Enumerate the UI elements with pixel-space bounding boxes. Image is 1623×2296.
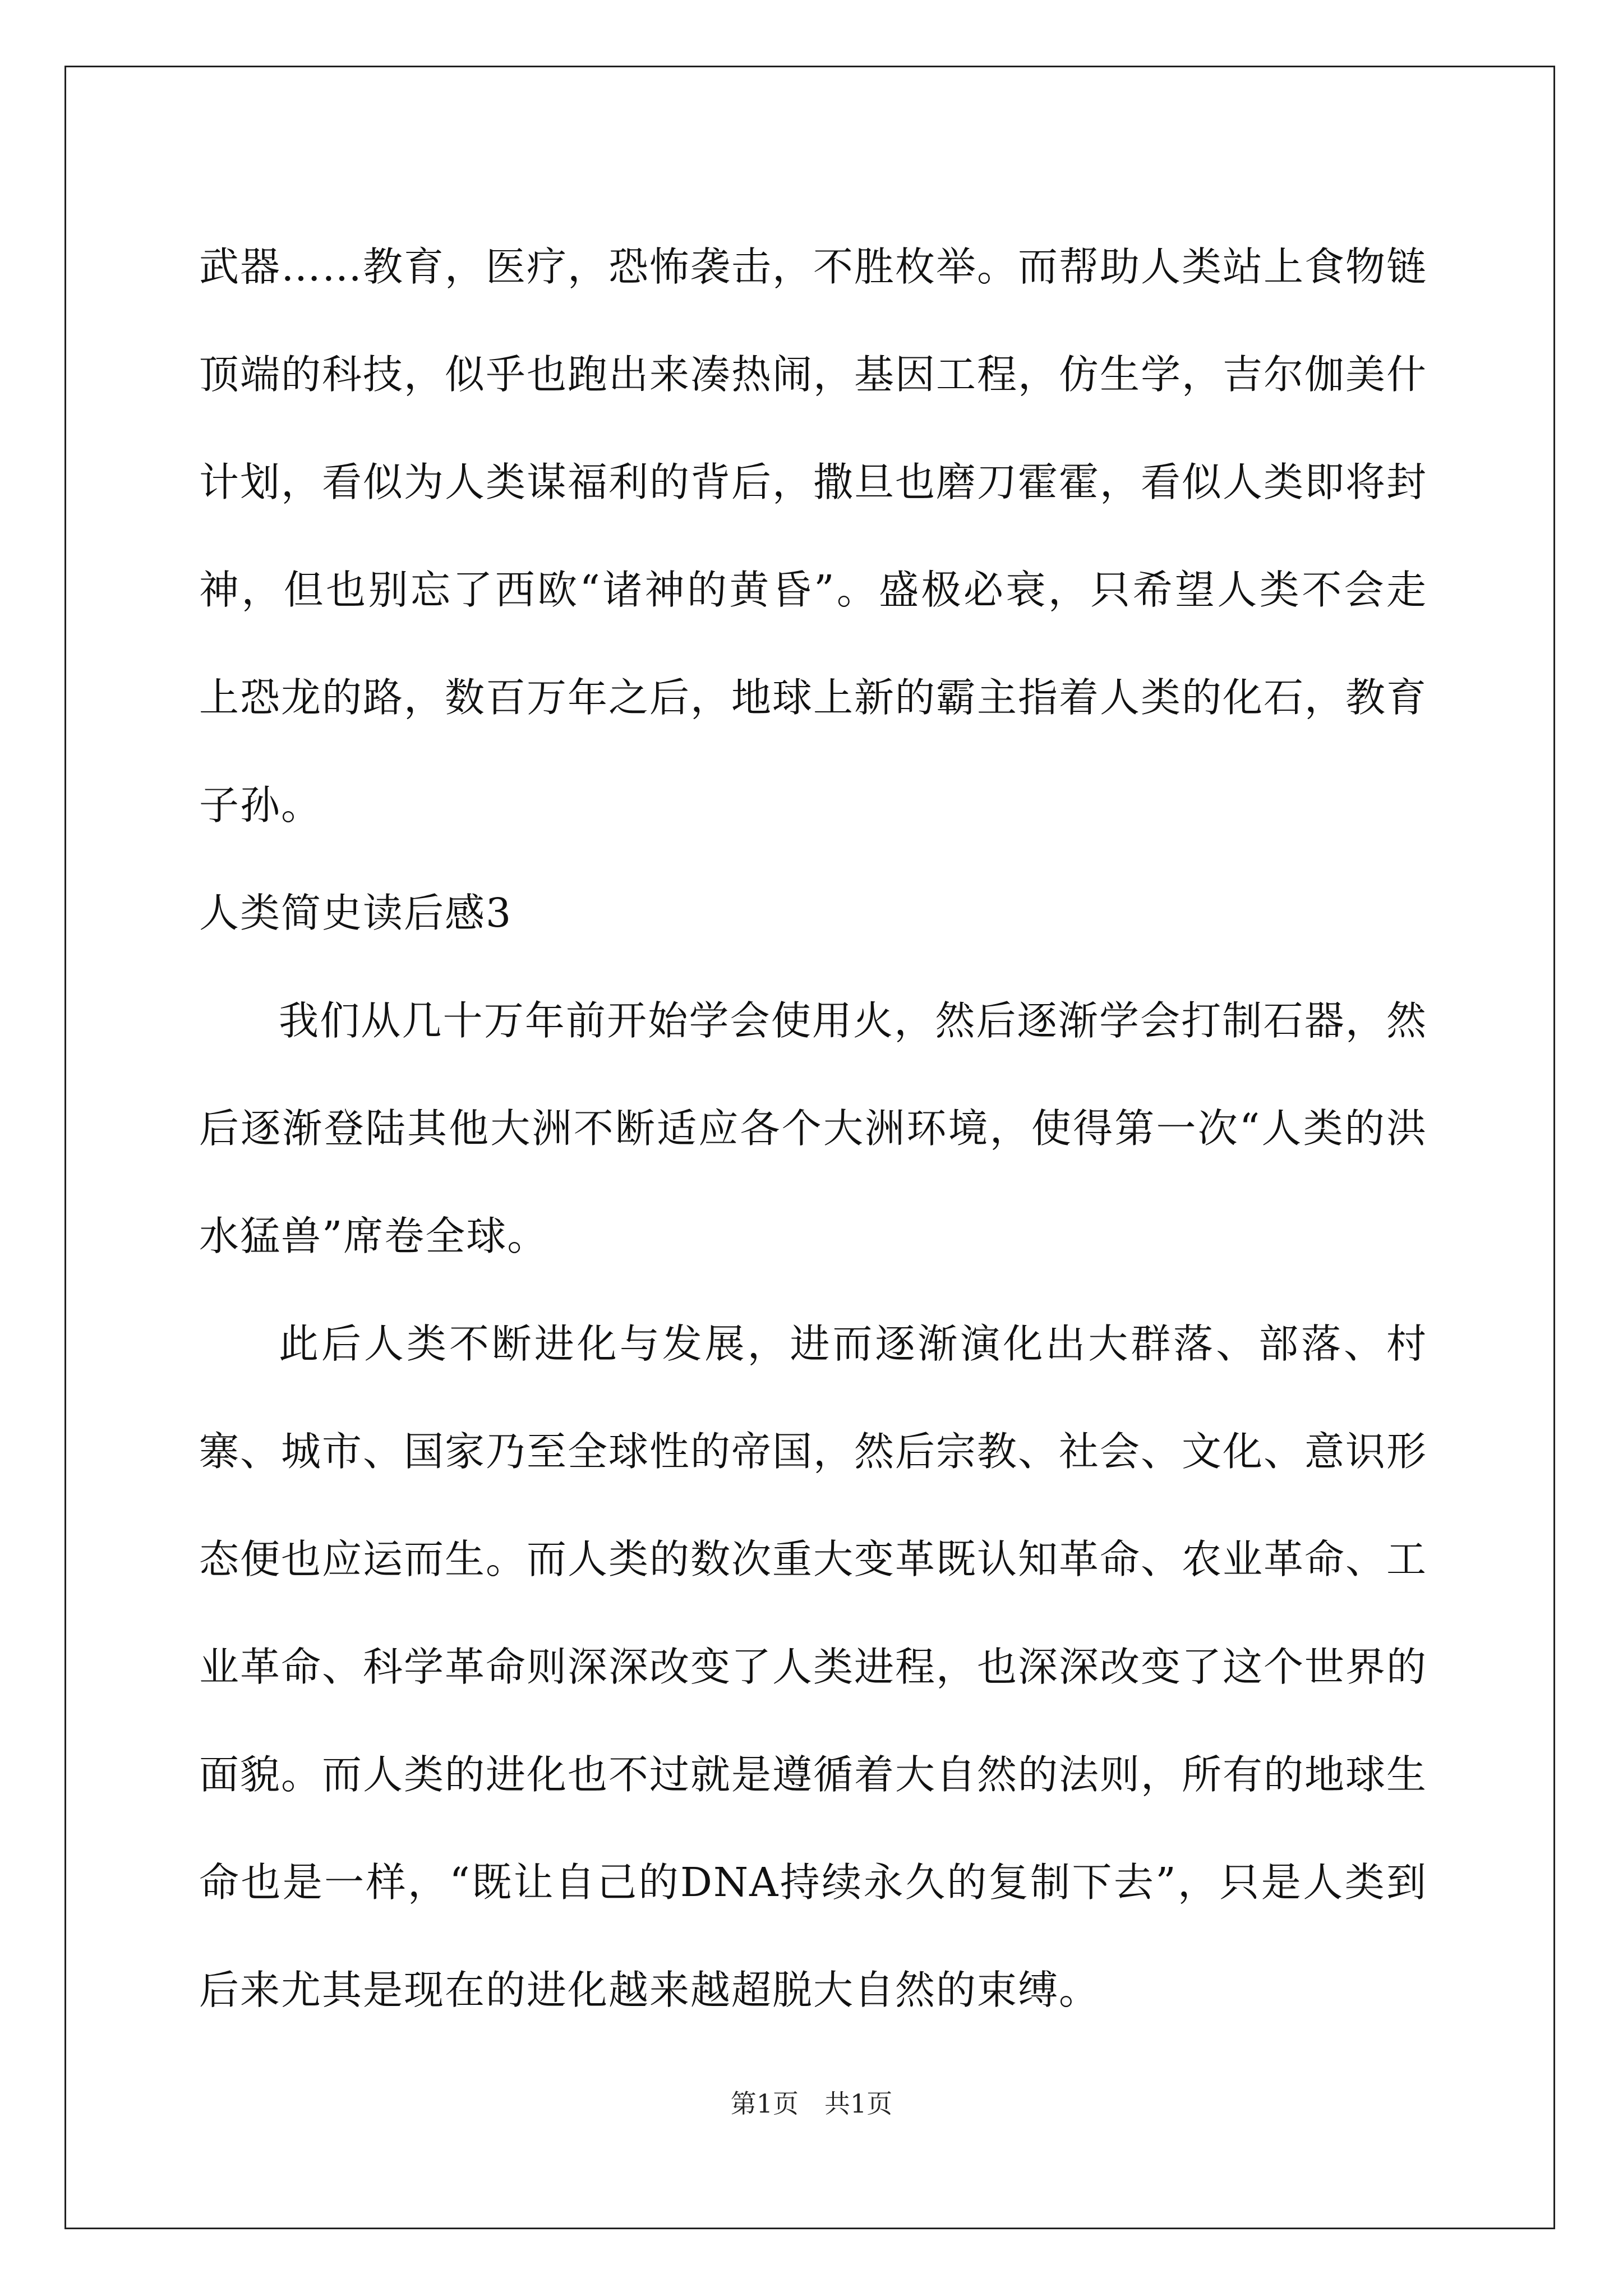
section-heading: 人类简史读后感3 <box>199 890 513 936</box>
document-body <box>199 213 1427 2044</box>
paragraph-evolution-and-revolutions: 此后人类不断进化与发展，进而逐渐演化出大群落、部落、村寨、城市、国家乃至全球性的帝国，然后宗教、社会、文化、意识形态便也应运而生。而人类的数次重大变革既认知革命、农业革命、工业革命、科学革命则深深改变了人类进程，也深深改变了这个世界的面貌。而人类的进化也不过就是遵循着大自然的法则，所有的地球生命也是一样，“既让自己的DNA持续永久的复制下去”，只是人类到后来尤其是现在的进化越来越超脱大自然的束缚。 <box>199 1320 1428 2013</box>
paragraph-fire-and-migration: 我们从几十万年前开始学会使用火，然后逐渐学会打制石器，然后逐渐登陆其他大洲不断适应各个大洲环境，使得第一次“人类的洪水猛兽”席卷全球。 <box>199 997 1427 1259</box>
paragraph-continuation: 武器……教育，医疗，恐怖袭击，不胜枚举。而帮助人类站上食物链顶端的科技，似乎也跑出来凑热闹，基因工程，仿生学，吉尔伽美什计划，看似为人类谋福利的背后，撒旦也磨刀霍霍，看似人类即将封神，但也别忘了西欧“诸神的黄昏”。盛极必衰，只希望人类不会走上恐龙的路，数百万年之后，地球上新的霸主指着人类的化石，教育子孙。 <box>199 243 1428 829</box>
page-number-footer: 第1页 共1页 <box>730 2088 893 2119</box>
